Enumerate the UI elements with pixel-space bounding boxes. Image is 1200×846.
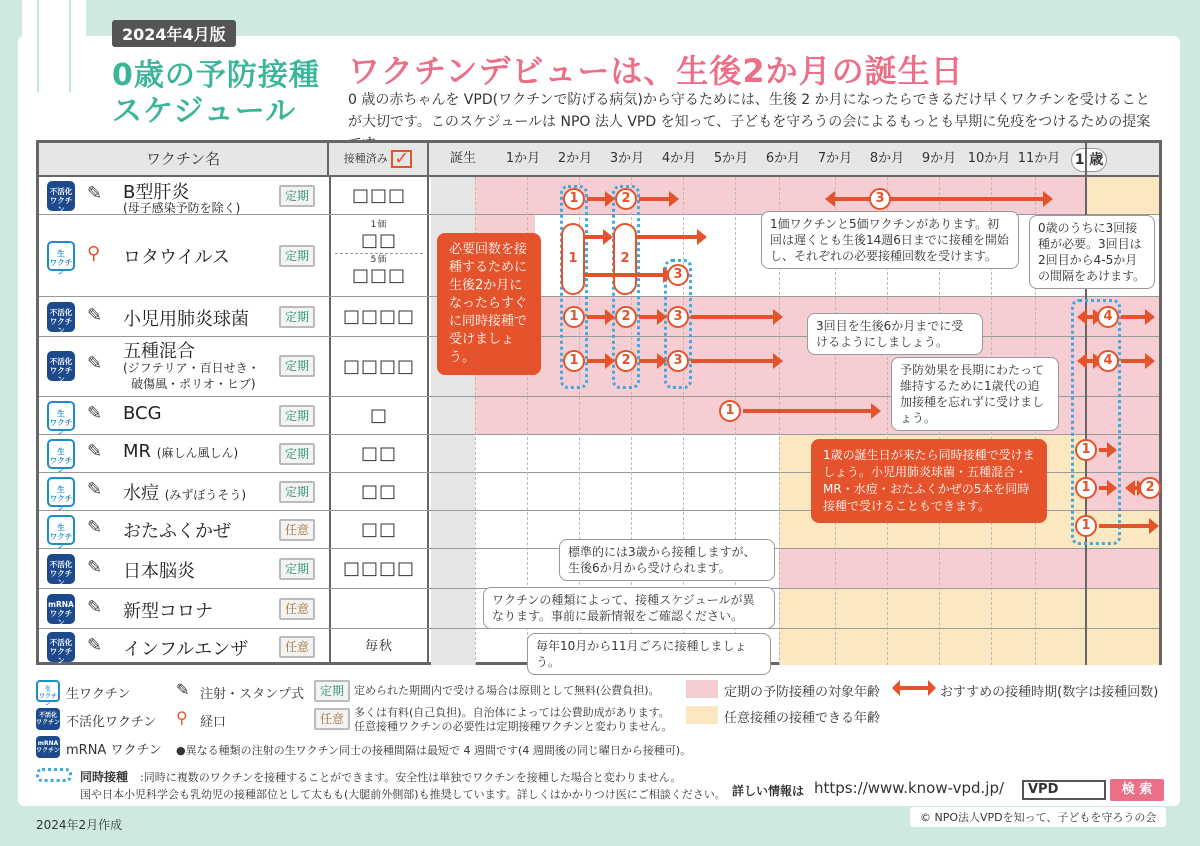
- legend-teiki-text: 定められた期間内で受ける場合は原則として無料(公費負担)。: [354, 684, 660, 697]
- live-badge-icon: 生 ワクチン: [47, 515, 75, 545]
- dose-number: 1: [561, 223, 585, 295]
- dose-number: 3: [667, 264, 689, 286]
- live-badge-icon: 生 ワクチン: [47, 439, 75, 469]
- done-every-autumn: 毎秋: [329, 629, 429, 665]
- inactivated-badge-icon: 不活化 ワクチン: [47, 632, 75, 662]
- syringe-icon: ✎: [87, 517, 103, 538]
- title-line1: 0歳の予防接種: [112, 58, 320, 93]
- live-badge-icon: 生 ワクチン: [47, 401, 75, 431]
- legend-arrow: おすすめの接種時期(数字は接種回数): [940, 685, 1159, 700]
- teiki-tag: 定期: [279, 481, 315, 503]
- syringe-icon: ✎: [87, 635, 103, 656]
- header-done-label: 接種済み: [343, 152, 388, 165]
- syringe-icon: ✎: [87, 479, 103, 500]
- note-booster: 予防効果を長期にわたって維持するために1歳代の追加接種を忘れずに受けましょう。: [891, 357, 1059, 431]
- title-line2: スケジュール: [112, 94, 297, 129]
- teiki-tag: 定期: [279, 306, 315, 328]
- legend-simul-label: 同時接種: [80, 770, 129, 784]
- vaccine-name: インフルエンザ: [123, 639, 249, 660]
- note-pneumo: 3回目を生後6か月までに受けるようにしましょう。: [807, 313, 983, 355]
- syringe-icon: ✎: [87, 441, 103, 462]
- teiki-tag: 定期: [279, 245, 315, 267]
- vaccine-name-text: 水痘: [123, 483, 159, 504]
- dropper-icon: ⚲: [176, 708, 188, 727]
- month-label: 6か月: [765, 151, 801, 166]
- vaccine-name: 日本脳炎: [123, 561, 195, 582]
- done-checkboxes[interactable]: □□□□: [329, 549, 429, 588]
- month-label: 3か月: [609, 151, 645, 166]
- simultaneous-legend-icon: [36, 768, 72, 782]
- legend-teiki-tag: 定期: [314, 680, 350, 702]
- dose-number: 3: [667, 350, 689, 372]
- vaccine-name: [123, 441, 238, 462]
- edition-label: 2024年4月版: [112, 20, 236, 47]
- pencil-icon: [14, 0, 94, 128]
- done-checkboxes[interactable]: □□: [329, 435, 429, 472]
- month-label: 1か月: [505, 151, 541, 166]
- dose-number: 1: [563, 350, 585, 372]
- done-checkboxes[interactable]: □: [329, 397, 429, 434]
- intro-text: 0 歳の赤ちゃんを VPD(ワクチンで防げる病気)から守るためには、生後 2 か月になったらできるだけ早くワクチンを受けることが大切です。このスケジュールは NPO 法人 VPD を知って、子どもを守ろうの会によるもっとも早期に免疫をつけるための提案: [348, 92, 1151, 130]
- legend-inactivated: 不活化ワクチン: [66, 715, 157, 730]
- month-label: 誕生: [449, 151, 476, 166]
- vaccine-name: 小児用肺炎球菌: [123, 309, 249, 330]
- legend-nini-text1: 多くは有料(自己負担)。自治体によっては公費助成があります。: [354, 706, 670, 719]
- dropper-icon: ⚲: [87, 243, 101, 264]
- legend-yellow: 任意接種の接種できる年齢: [724, 711, 881, 726]
- syringe-icon: ✎: [87, 183, 103, 204]
- legend-simul-text: :同時に複数のワクチンを接種することができます。安全性は単独でワクチンを接種した場合と変わりません。: [140, 771, 682, 784]
- check-icon: ✓: [391, 150, 412, 168]
- month-label: 4か月: [661, 151, 697, 166]
- legend-live: 生ワクチン: [66, 687, 131, 702]
- syringe-icon: ✎: [87, 597, 103, 618]
- dose-number: 3: [869, 188, 891, 210]
- vaccine-name: 新型コロナ: [123, 601, 213, 622]
- note-simultaneous: 必要回数を接種するために生後2か月になったらすぐに同時接種で受けましょう。: [437, 233, 541, 375]
- note-je: 標準的には3歳から接種しますが、生後6か月から受けられます。: [559, 539, 775, 581]
- created-date: 2024年2月作成: [36, 818, 123, 832]
- dose-number: 1: [1075, 515, 1097, 537]
- vaccine-name: 五種混合: [123, 341, 195, 362]
- note-rota: 1価ワクチンと5価ワクチンがあります。初回は遅くとも生後14週6日までに接種を開始し、それぞれの必要接種回数を受けます。: [761, 211, 1019, 269]
- month-label: 8か月: [869, 151, 905, 166]
- vaccine-sub: (麻しん風しん): [156, 446, 239, 460]
- syringe-icon: ✎: [176, 680, 190, 699]
- legend-injection: 注射・スタンプ式: [200, 687, 305, 702]
- nini-tag: 任意: [279, 636, 315, 658]
- dose-number: 2: [615, 188, 637, 210]
- inactivated-badge-icon: 不活化 ワクチン: [47, 181, 75, 211]
- dose-number: 1: [719, 400, 741, 422]
- vaccine-name: BCG: [123, 403, 162, 424]
- legend-site-text: 国や日本小児科学会も乳幼児の接種部位として太もも(大腿前外側部)も推奨しています。詳しくはかかりつけ医にご相談ください。: [80, 788, 726, 801]
- vaccine-name: B型肝炎: [123, 182, 190, 203]
- live-badge-icon: 生 ワクチン: [47, 477, 75, 507]
- note-age1: 1歳の誕生日が来たら同時接種で受けましょう。小児用肺炎球菌・五種混合・MR・水痘・おたふくかぜの5本を同時接種で受けることもできます。: [811, 439, 1047, 523]
- month-label: 11か月: [1017, 151, 1061, 166]
- done-checkboxes[interactable]: □□□□: [329, 297, 429, 336]
- teiki-tag: 定期: [279, 185, 315, 207]
- vaccine-name: [123, 479, 246, 505]
- vaccine-sub: (ジフテリア・百日せき・: [123, 361, 260, 375]
- dose-number: 1: [1075, 477, 1097, 499]
- info-label: 詳しい情報は: [732, 784, 805, 798]
- schedule-table: [36, 140, 1162, 669]
- done-checkboxes[interactable]: [329, 589, 429, 628]
- legend-interval: ●異なる種類の注射の生ワクチン同士の接種間隔は最短で 4 週間です(4 週間後の同じ曜日から接種可)。: [176, 744, 692, 757]
- month-label: 9か月: [921, 151, 957, 166]
- month-label: 5か月: [713, 151, 749, 166]
- inactivated-badge-icon: 不活化 ワクチン: [47, 554, 75, 584]
- site-url[interactable]: https://www.know-vpd.jp/: [814, 779, 1005, 797]
- vaccine-sub: (みずぼうそう): [164, 488, 247, 502]
- legend-nini-tag: 任意: [314, 708, 350, 730]
- inactivated-badge-icon: 不活化 ワクチン: [36, 708, 60, 730]
- dose-number: 3: [667, 306, 689, 328]
- done-checkboxes[interactable]: □□: [329, 473, 429, 510]
- month-label: 7か月: [817, 151, 853, 166]
- note-covid: ワクチンの種類によって、接種スケジュールが異なります。事前に最新情報をご確認ください。: [483, 587, 775, 629]
- dose-number: 2: [1139, 477, 1161, 499]
- syringe-icon: ✎: [87, 353, 103, 374]
- header-done: [327, 143, 429, 175]
- teiki-tag: 定期: [279, 558, 315, 580]
- syringe-icon: ✎: [87, 557, 103, 578]
- dose-number: 1: [1075, 439, 1097, 461]
- teiki-tag: 定期: [279, 443, 315, 465]
- footer: [0, 806, 1200, 846]
- age1-label: 1 歳: [1071, 148, 1107, 172]
- note-flu: 毎年10月から11月ごろに接種しましょう。: [527, 633, 771, 675]
- vaccine-name: おたふくかぜ: [123, 521, 231, 542]
- dose-number: 2: [615, 306, 637, 328]
- nini-tag: 任意: [279, 598, 315, 620]
- note-hepb: 0歳のうちに3回接種が必要。3回目は2回目から4-5か月の間隔をあけます。: [1029, 215, 1155, 289]
- stamp-icon: ✎: [87, 403, 103, 424]
- table-header: [39, 143, 1159, 177]
- dose-number: 4: [1097, 350, 1119, 372]
- vaccine-name: ロタウイルス: [123, 247, 230, 268]
- pink-swatch: [686, 680, 718, 698]
- teiki-tag: 定期: [279, 355, 315, 377]
- rota-5-label: 5価: [370, 255, 388, 265]
- simultaneous-group: [1071, 299, 1121, 545]
- done-checkboxes[interactable]: □□□□: [329, 337, 429, 396]
- vaccine-sub2: 破傷風・ポリオ・ヒブ): [131, 377, 256, 391]
- done-checkboxes: [329, 215, 429, 296]
- inactivated-badge-icon: 不活化 ワクチン: [47, 351, 75, 381]
- teiki-tag: 定期: [279, 405, 315, 427]
- mrna-badge-icon: mRNA ワクチン: [47, 594, 75, 624]
- rota-1-label: 1価: [370, 220, 388, 230]
- live-badge-icon: 生 ワクチン: [36, 680, 60, 702]
- done-checkboxes[interactable]: □□□: [329, 177, 429, 214]
- month-label: 10か月: [967, 151, 1011, 166]
- live-badge-icon: 生 ワクチン: [47, 241, 75, 271]
- dose-number: 2: [615, 350, 637, 372]
- dose-number: 1: [563, 188, 585, 210]
- vaccine-sub: (母子感染予防を除く): [123, 201, 241, 215]
- mrna-badge-icon: mRNA ワクチン: [36, 736, 60, 758]
- copyright: © NPO法人VPDを知って、子どもを守ろうの会: [910, 807, 1166, 827]
- vaccine-name-text: MR: [123, 441, 152, 462]
- rota-5-boxes[interactable]: □□□: [351, 265, 407, 286]
- legend-mrna: mRNA ワクチン: [66, 743, 162, 758]
- search-input[interactable]: VPD: [1022, 780, 1106, 800]
- legend-oral: 経口: [200, 715, 227, 730]
- double-arrow-icon: [898, 686, 928, 690]
- dose-number: 4: [1097, 306, 1119, 328]
- dose-number: 1: [563, 306, 585, 328]
- legend-pink: 定期の予防接種の対象年齢: [724, 685, 881, 700]
- legend-nini-text2: 任意接種ワクチンの必要性は定期接種ワクチンと変わりません。: [354, 720, 673, 733]
- inactivated-badge-icon: 不活化 ワクチン: [47, 302, 75, 332]
- yellow-swatch: [686, 706, 718, 724]
- nini-tag: 任意: [279, 519, 315, 541]
- headline: ワクチンデビューは、生後2か月の誕生日: [348, 52, 964, 90]
- dose-number: 2: [613, 223, 637, 295]
- syringe-icon: ✎: [87, 305, 103, 326]
- month-label: 2か月: [557, 151, 593, 166]
- header-vaccine: ワクチン名: [145, 150, 221, 168]
- search-button[interactable]: 検 索: [1110, 779, 1164, 801]
- rota-1-boxes[interactable]: □□: [360, 230, 397, 251]
- done-checkboxes[interactable]: □□: [329, 511, 429, 548]
